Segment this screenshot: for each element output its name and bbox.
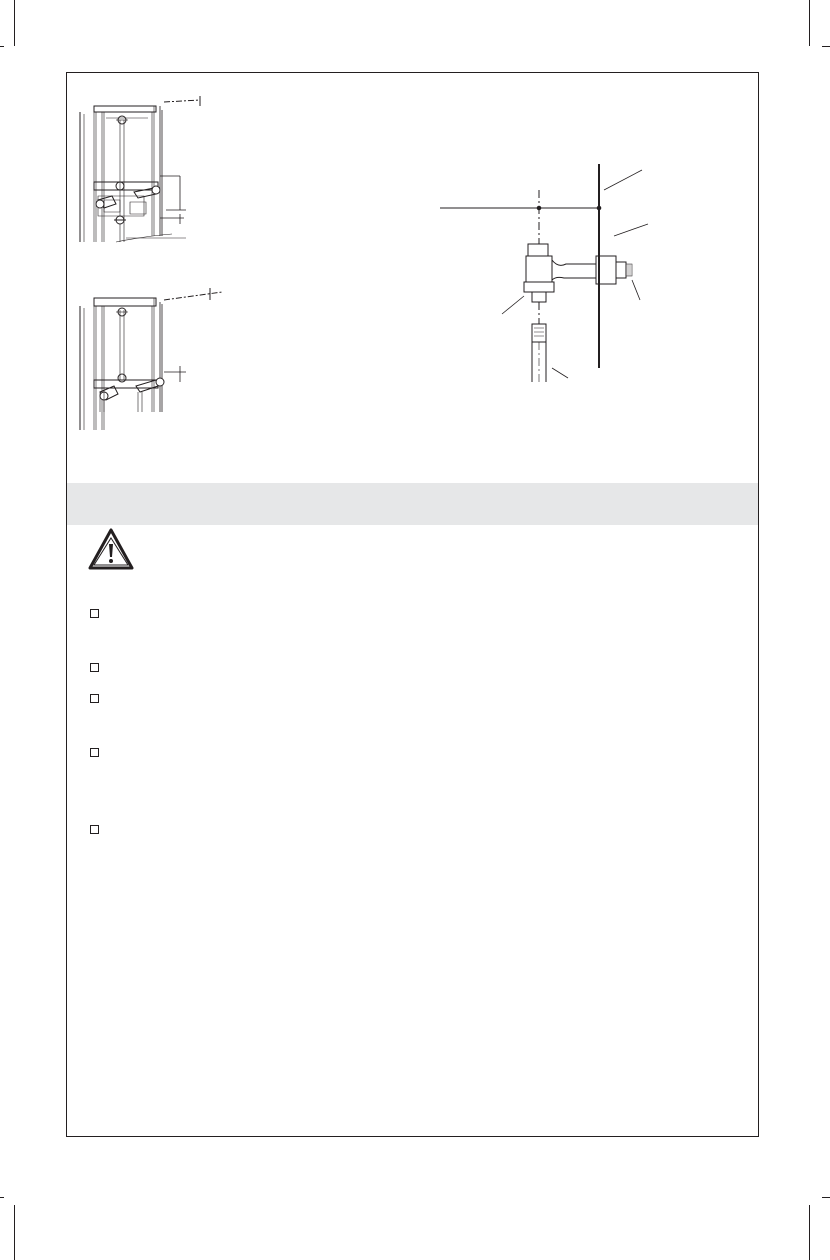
checklist-checkbox-1[interactable] bbox=[90, 609, 99, 618]
crop-mark-bottom-left-v bbox=[14, 1205, 15, 1260]
crop-mark-top-left-v bbox=[14, 0, 15, 46]
rough-in-frame-single-handle-icon bbox=[76, 288, 236, 436]
checklist-checkbox-5[interactable] bbox=[90, 825, 99, 834]
crop-mark-top-left-h bbox=[0, 46, 4, 47]
checklist-checkbox-2[interactable] bbox=[90, 663, 99, 672]
crop-mark-bottom-right-v bbox=[809, 1205, 810, 1260]
checklist-checkbox-3[interactable] bbox=[90, 694, 99, 703]
rough-in-frame-dual-handle-icon bbox=[76, 96, 216, 248]
crop-mark-bottom-right-h bbox=[822, 1197, 830, 1198]
flush-valve-rough-in-icon bbox=[436, 160, 656, 392]
crop-mark-top-right-v bbox=[809, 0, 810, 46]
section-header-band bbox=[67, 483, 758, 525]
checklist-checkbox-4[interactable] bbox=[90, 748, 99, 757]
crop-mark-top-right-h bbox=[822, 46, 830, 47]
caution-triangle-icon bbox=[88, 528, 134, 570]
crop-mark-bottom-left-h bbox=[0, 1197, 4, 1198]
